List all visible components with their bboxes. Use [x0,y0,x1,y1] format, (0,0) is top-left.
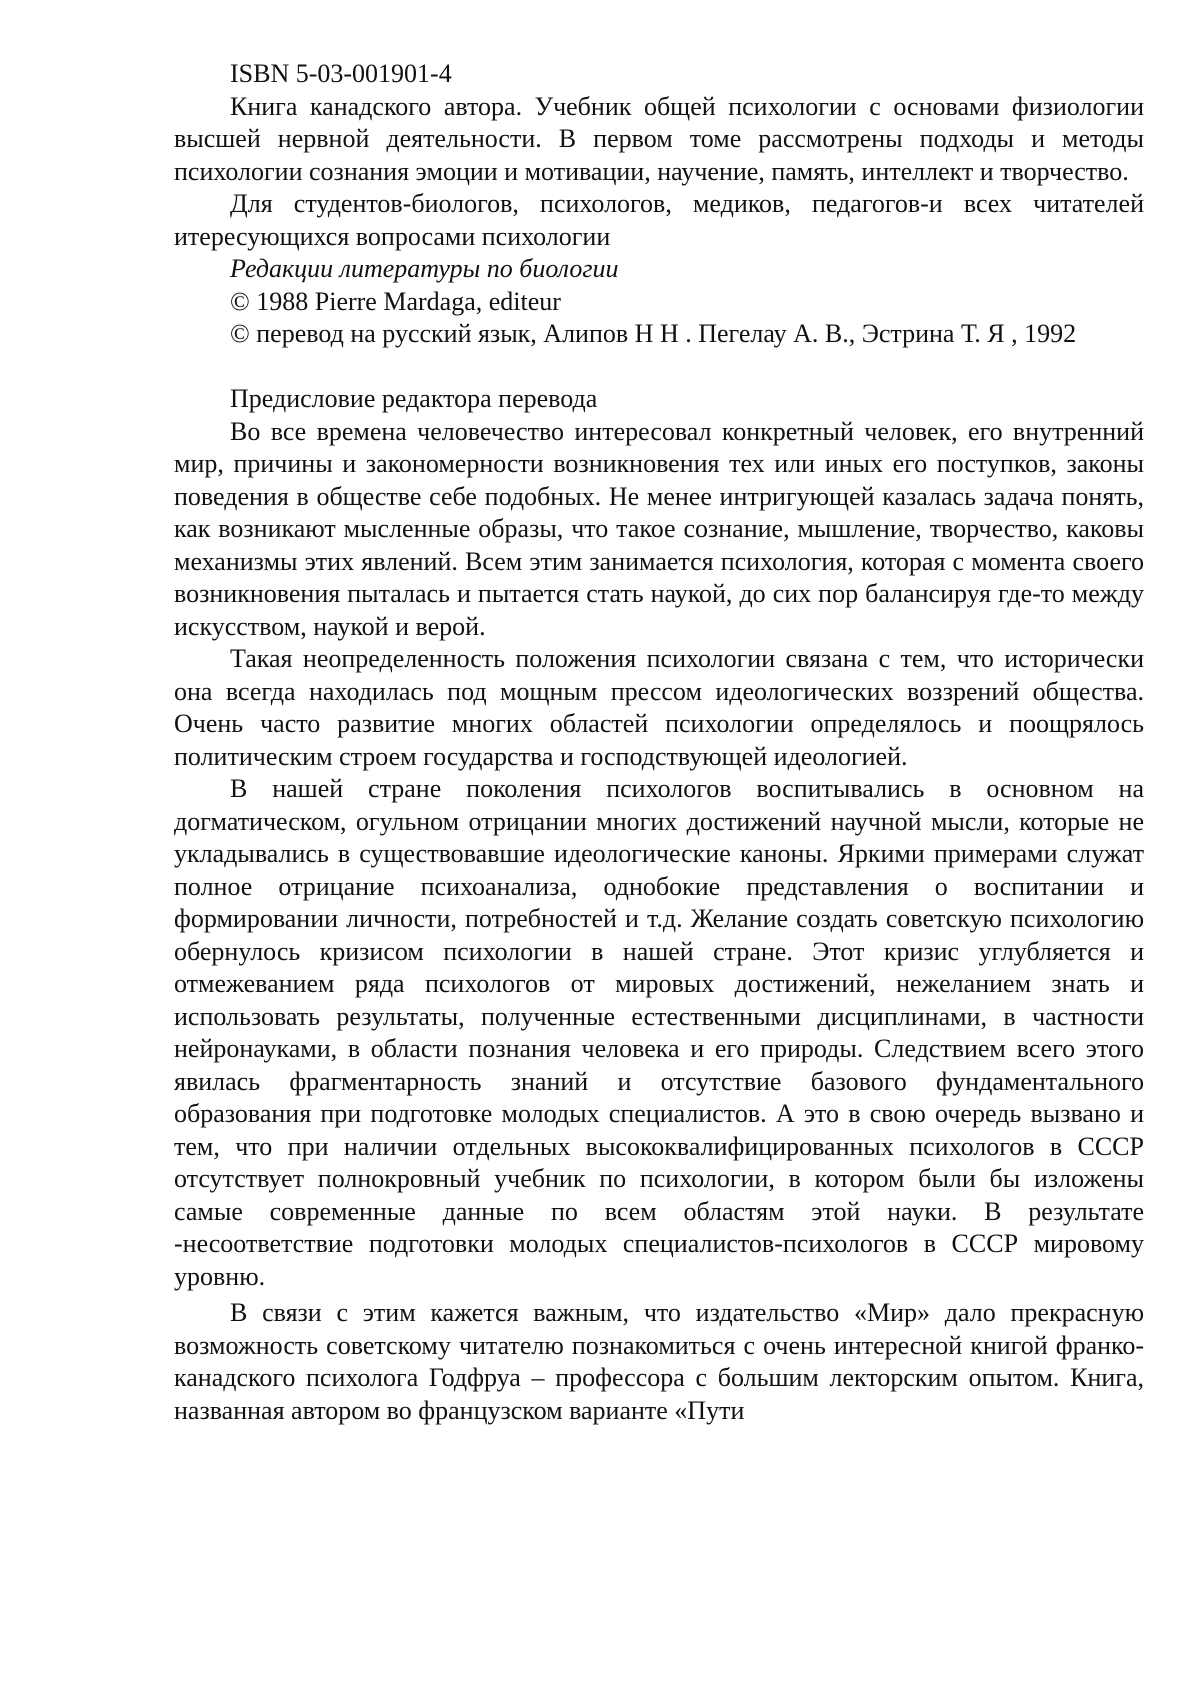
editorial-office: Редакции литературы по биологии [230,254,619,283]
preface-paragraph: Такая неопределенность положения психологии связана с тем, что исторически она всегда находилась под мощным прессом идеологических воззрений общества. Очень часто развитие многих областей психологии определялось и поощрялось политическим строем государства и господствующей идеологией. [174,644,1144,771]
book-annotation: Книга канадского автора. Учебник общей психологии с основами физиологии высшей нервной деятельности. В первом томе рассмотрены подходы и методы психологии сознания эмоции и мотивации, научение, память, интеллект и творчество. [174,91,1144,186]
audience-note: Для студентов-биологов, психологов, медиков, педагогов-и всех читателей итересующихся вопросами психологии [174,189,1144,251]
copyright-translation: © перевод на русский язык, Алипов Н Н . Пегелау А. В., Эстрина Т. Я , 1992 [230,319,1077,348]
preface-paragraph: В связи с этим кажется важным, что издательство «Мир» дало прекрасную возможность советскому читателю познакомиться с очень интересной книгой франко-канадского психолога Годфруа – профессора с большим лекторским опытом. Книга, названная автором во французском варианте «Пути [174,1298,1144,1425]
isbn-line: ISBN 5-03-001901-4 [230,59,452,88]
preface-title: Предисловие редактора перевода [230,384,598,413]
document-body [174,58,1144,1427]
section-spacer [174,351,1144,384]
copyright-original: © 1988 Pierre Mardaga, editeur [230,286,561,316]
preface-paragraph: В нашей стране поколения психологов воспитывались в основном на догматическом, огульном отрицании многих достижений научной мысли, которые не укладывались в существовавшие идеологические каноны. Яркими примерами служат полное отрицание психоанализа, однобокие представления о воспитании и формировании личности, потребностей и т.д. Желание создать советскую психологию обернулось кризисом психологии в нашей стране. Этот кризис углубляется и отмежеванием ряда психологов от мировых достижений, нежеланием знать и использовать результаты, полученные естественными дисциплинами, в частности нейронауками, в области познания человека и его природы. Следствием всего этого явилась фрагментарность знаний и отсутствие базового фундаментального образования при подготовке молодых специалистов. А это в свою очередь вызвано и тем, что при наличии отдельных высококвалифицированных психологов в СССР отсутствует полнокровный учебник по психологии, в котором были бы изложены самые современные данные по всем областям этой науки. В результате -несоответствие подготовки молодых специалистов-психологов в СССР мировому уровню. [174,774,1144,1291]
preface-paragraph: Во все времена человечество интересовал конкретный человек, его внутренний мир, причины и закономерности возникновения тех или иных его поступков, законы поведения в обществе себе подобных. Не менее интригующей казалась задача понять, как возникают мысленные образы, что такое сознание, мышление, творчество, каковы механизмы этих явлений. Всем этим занимается психология, которая с момента своего возникновения пыталась и пытается стать наукой, до сих пор балансируя где-то между искусством, наукой и верой. [174,416,1144,641]
